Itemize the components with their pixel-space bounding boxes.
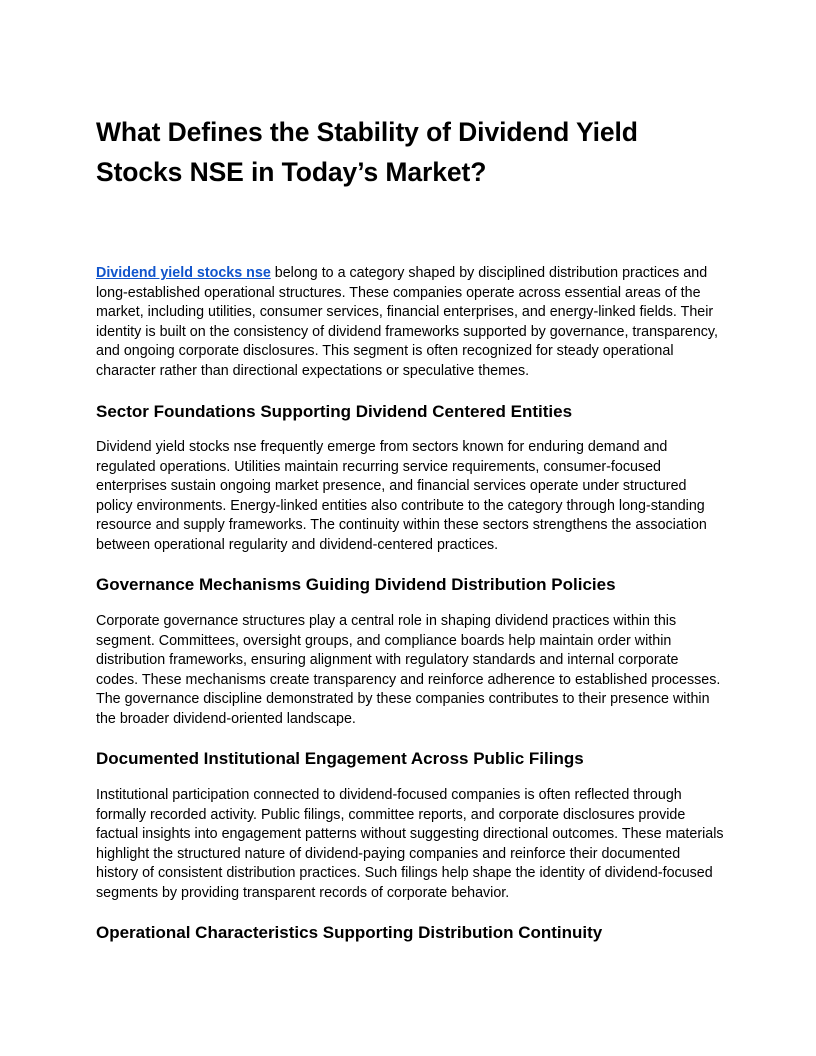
section-heading-institutional-engagement: Documented Institutional Engagement Across Public Filings	[96, 749, 584, 768]
document-title: What Defines the Stability of Dividend Yield Stocks NSE in Today’s Market?	[96, 117, 638, 187]
section-body-institutional-engagement: Institutional participation connected to dividend-focused companies is often reflected through formally recorded activity. Public filings, committee reports, and corporate disclosures provide factual insights into engagement patterns without suggesting directional outcomes. These materials highlight the structured nature of dividend-paying companies and reinforce their documented history of consistent distribution practices. Such filings help shape the identity of dividend-focused segments by providing transparent records of corporate behavior.	[96, 787, 724, 901]
section-body-governance: Corporate governance structures play a central role in shaping dividend practices within this segment. Committees, oversight groups, and compliance boards help maintain order within distribution frameworks, ensuring alignment with regulatory standards and internal corporate codes. These mechanisms create transparency and reinforce adherence to established processes. The governance discipline demonstrated by these companies contributes to their presence within the broader dividend-oriented landscape.	[96, 613, 721, 727]
section-heading-governance: Governance Mechanisms Guiding Dividend Distribution Policies	[96, 575, 616, 594]
intro-paragraph	[96, 264, 724, 382]
section-body-sector-foundations: Dividend yield stocks nse frequently emerge from sectors known for enduring demand and regulated operations. Utilities maintain recurring service requirements, consumer-focused enterprises sustain ongoing market presence, and financial services operate under structured policy environments. Energy-linked entities also contribute to the category through long-standing resource and supply frameworks. The continuity within these sectors strengthens the association between operational regularity and dividend-centered practices.	[96, 439, 707, 553]
section-heading-operational-characteristics: Operational Characteristics Supporting Distribution Continuity	[96, 923, 603, 942]
intro-text: belong to a category shaped by disciplined distribution practices and long-established operational structures. These companies operate across essential areas of the market, including utilities, consumer services, financial enterprises, and energy-linked fields. Their identity is built on the consistency of dividend frameworks supported by governance, transparency, and ongoing corporate disclosures. This segment is often recognized for steady operational character rather than directional expectations or speculative themes.	[96, 265, 718, 379]
dividend-yield-stocks-link[interactable]: Dividend yield stocks nse	[96, 265, 271, 281]
section-heading-sector-foundations: Sector Foundations Supporting Dividend Centered Entities	[96, 402, 573, 421]
